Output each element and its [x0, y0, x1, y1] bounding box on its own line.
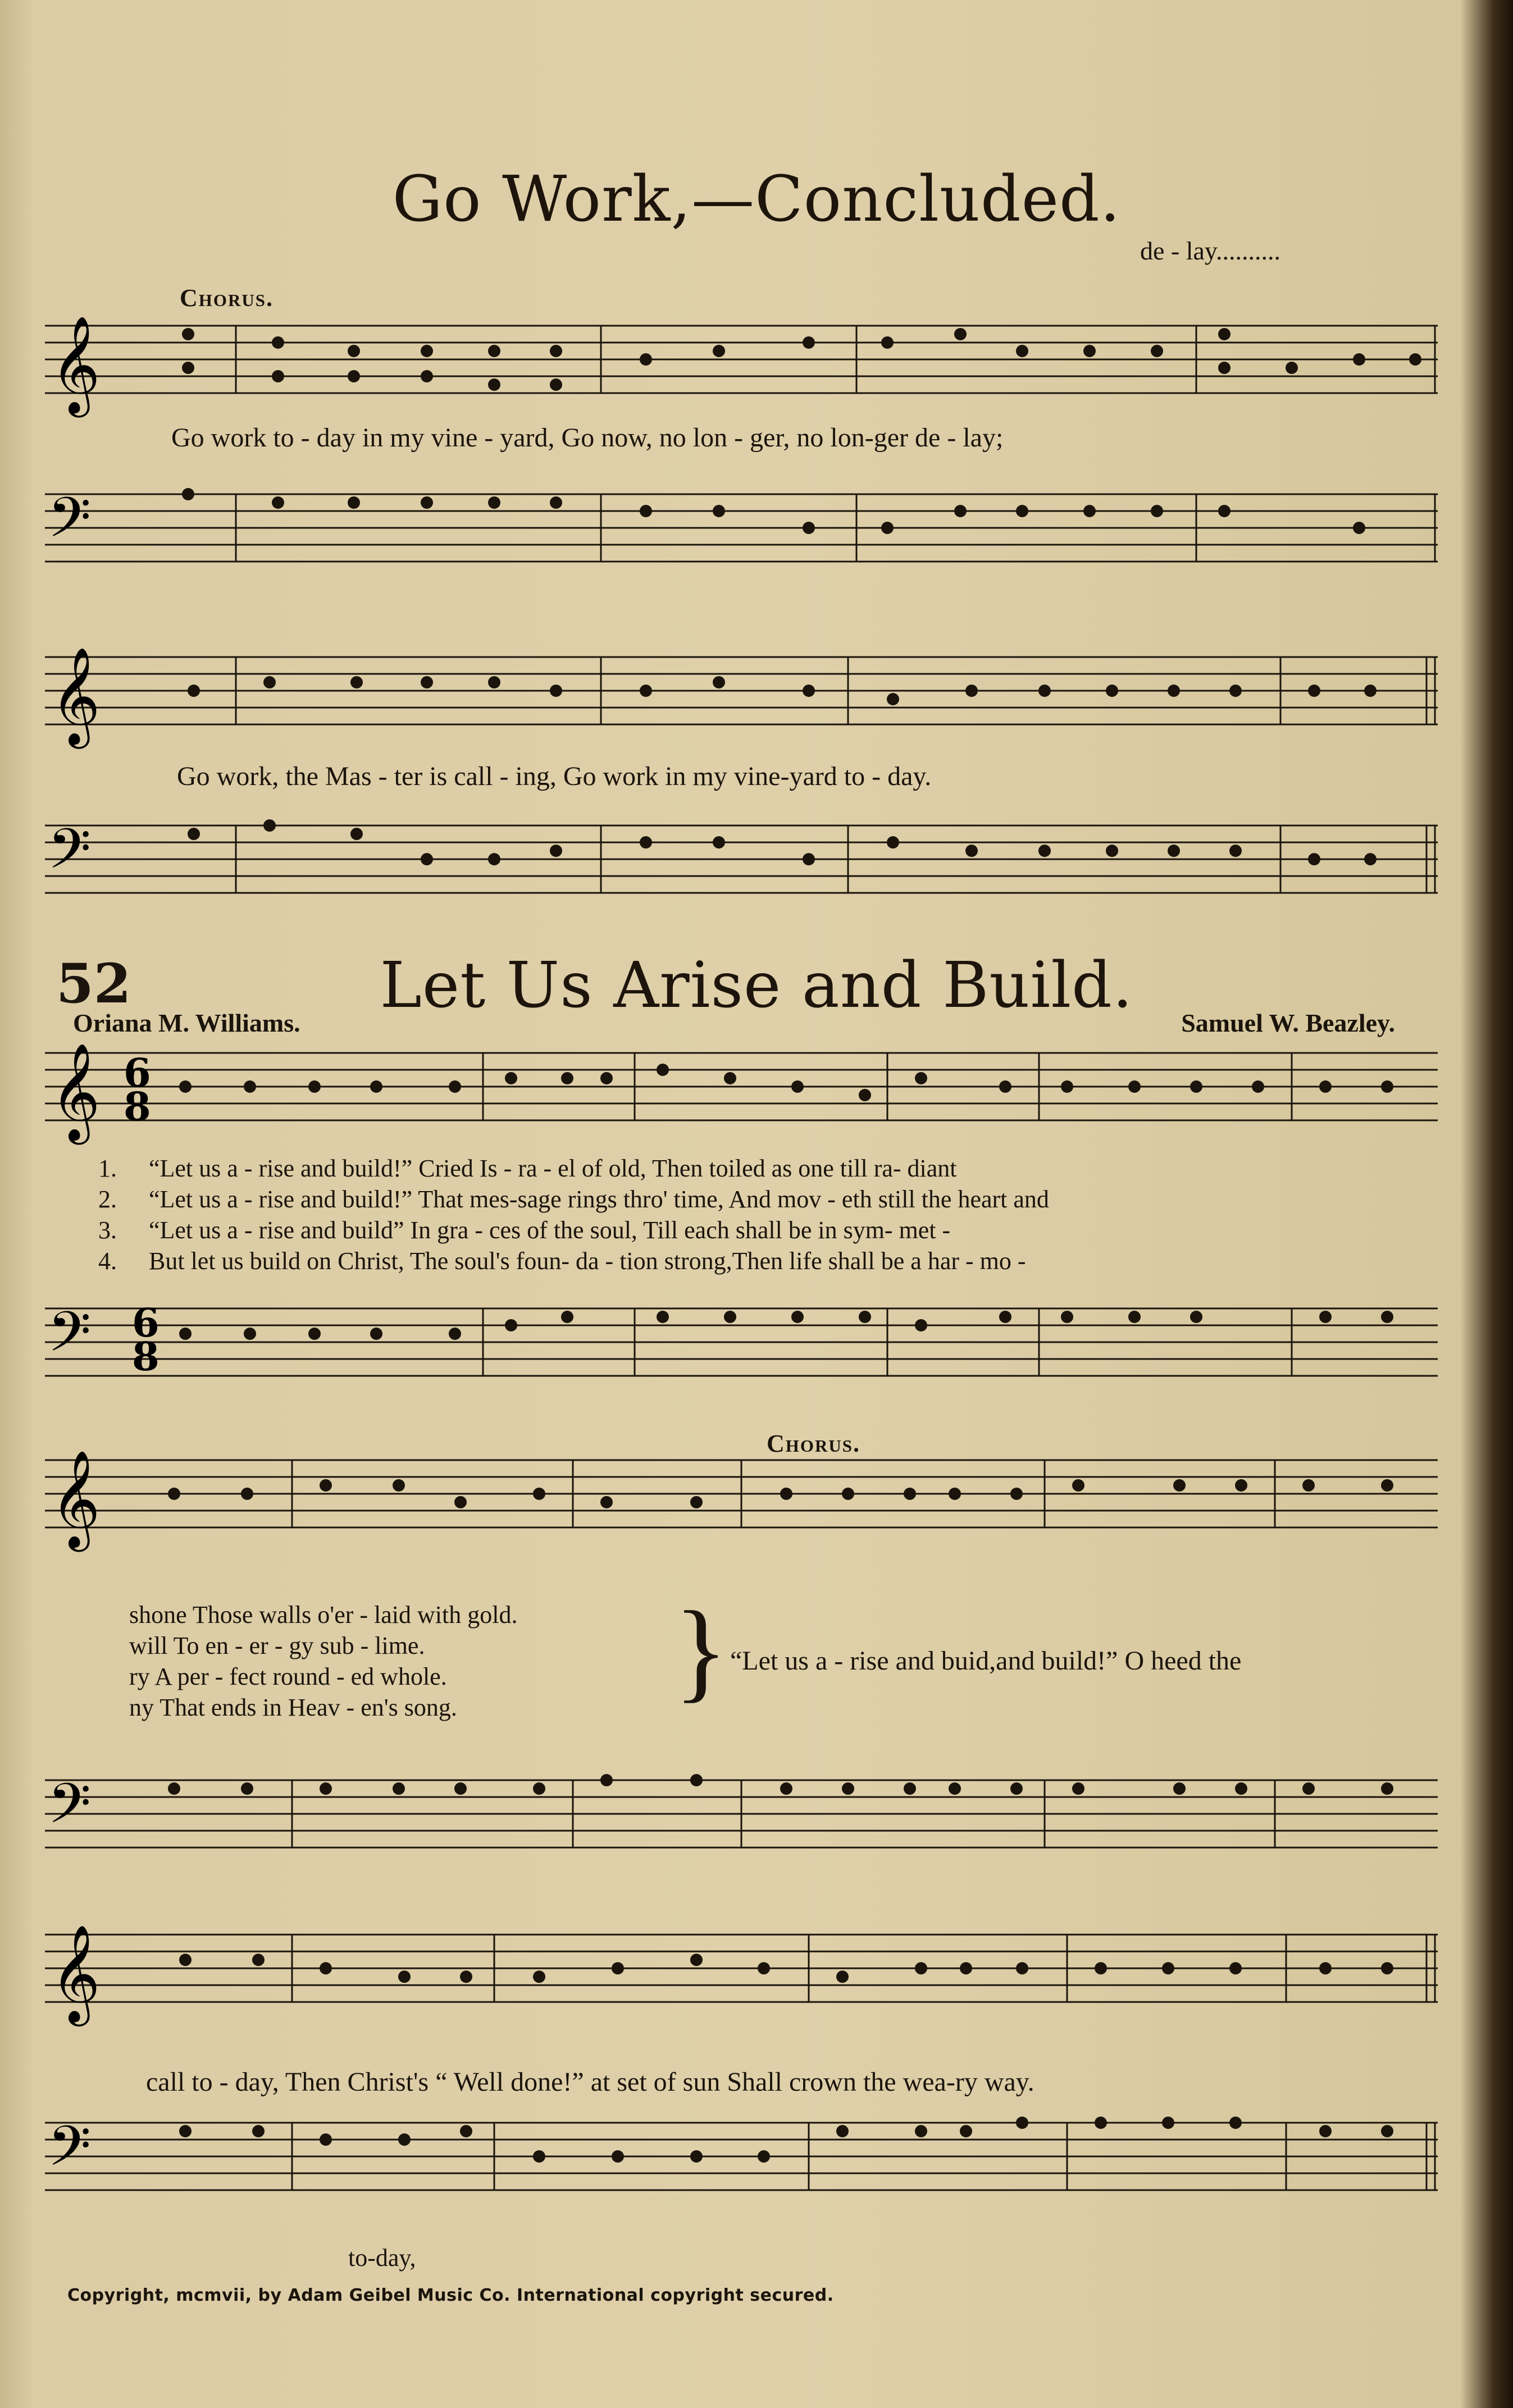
svg-text:𝄢: 𝄢	[48, 486, 92, 564]
verse-1-end: shone Those walls o'er - laid with gold.	[129, 1601, 518, 1629]
staff-system-4-bass	[0, 1769, 1513, 1881]
svg-text:8: 8	[124, 1083, 151, 1130]
svg-text:𝄢: 𝄢	[48, 1772, 92, 1850]
verse-2-end: will To en - er - gy sub - lime.	[129, 1632, 425, 1659]
svg-text:6: 6	[124, 1050, 151, 1096]
hymn-number: 52	[56, 952, 131, 1015]
staff-system-3-bass	[0, 1297, 1513, 1410]
verse-brace: }	[674, 1589, 728, 1713]
svg-text:𝄞: 𝄞	[51, 316, 101, 413]
svg-text:8: 8	[132, 1333, 159, 1380]
svg-text:𝄢: 𝄢	[48, 1300, 92, 1378]
verse-3-end: ry A per - fect round - ed whole.	[129, 1663, 447, 1690]
staff-system-1-bass	[0, 483, 1513, 595]
chorus-label-2: Chorus.	[767, 1430, 861, 1457]
verse-4-end: ny That ends in Heav - en's song.	[129, 1694, 457, 1721]
chorus-lyric-2: call to - day, Then Christ's “ Well done!” at set of sun Shall crown the wea-ry way.	[146, 2067, 1035, 2097]
hymn-title: Let Us Arise and Build.	[380, 949, 1133, 1022]
svg-text:6: 6	[132, 1299, 159, 1346]
continued-lyric-1: Go work to - day in my vine - yard, Go now, no lon - ger, no lon-ger de - lay;	[171, 423, 1004, 453]
staff-system-2-bass	[0, 814, 1513, 927]
delay-cue: de - lay..........	[1140, 236, 1280, 265]
svg-text:𝄞: 𝄞	[51, 647, 101, 745]
staff-system-2-treble	[0, 646, 1513, 758]
svg-text:𝄢: 𝄢	[48, 817, 92, 895]
staff-system-3-treble	[0, 1042, 1513, 1154]
svg-text:𝄞: 𝄞	[51, 1450, 101, 1548]
svg-text:𝄞: 𝄞	[51, 1043, 101, 1141]
verse-2-line: 2. “Let us a - rise and build!” That mes-sage rings thro' time, And mov - eth still the heart and	[98, 1185, 1049, 1213]
copyright-notice: Copyright, mcmvii, by Adam Geibel Music Co. International copyright secured.	[67, 2286, 834, 2305]
verse-3-line: 3. “Let us a - rise and build” In gra - ces of the soul, Till each shall be in sym- met -	[98, 1216, 951, 1244]
continued-lyric-2: Go work, the Mas - ter is call - ing, Go work in my vine-yard to - day.	[177, 761, 932, 791]
author-credit: Oriana M. Williams.	[73, 1009, 300, 1037]
staff-system-5-bass	[0, 2111, 1513, 2224]
staff-system-5-treble	[0, 1923, 1513, 2036]
composer-credit: Samuel W. Beazley.	[1181, 1009, 1395, 1037]
continued-hymn-title: Go Work,—Concluded.	[392, 163, 1121, 236]
svg-text:𝄢: 𝄢	[48, 2114, 92, 2192]
bass-cue: to-day,	[348, 2244, 416, 2272]
verse-1-line: 1. “Let us a - rise and build!” Cried Is - ra - el of old, Then toiled as one till ra- diant	[98, 1155, 957, 1182]
chorus-label-1: Chorus.	[180, 284, 274, 312]
staff-system-4-treble	[0, 1449, 1513, 1561]
chorus-lyric-1: “Let us a - rise and buid,and build!” O heed the	[730, 1646, 1242, 1676]
svg-text:𝄞: 𝄞	[51, 1924, 101, 2022]
verse-4-line: 4. But let us build on Christ, The soul's foun- da - tion strong,Then life shall be a har - mo -	[98, 1247, 1026, 1275]
staff-system-1-treble	[0, 314, 1513, 427]
